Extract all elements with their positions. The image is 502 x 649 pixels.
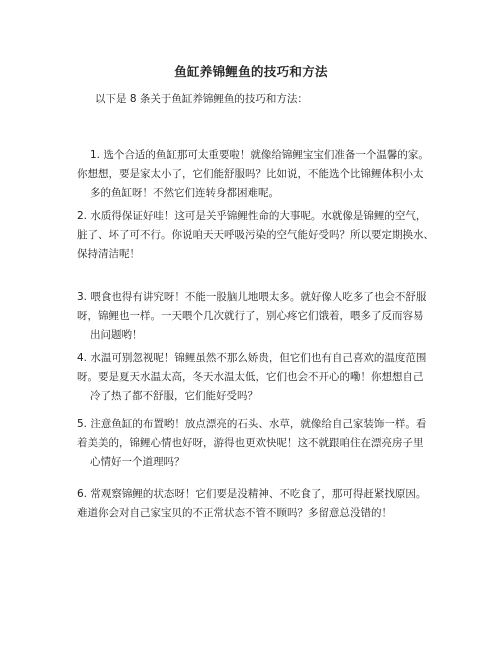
tip-3-line-3: 出问题哟！ (90, 329, 143, 341)
tip-2-line-2: 脏了、坏了可不行。你说咱天天呼吸污染的空气能好受吗？所以要定期换水、 (77, 229, 434, 241)
document-title: 鱼缸养锦鲤鱼的技巧和方法 (174, 64, 328, 79)
tip-4-line-3: 冷了热了都不舒服，它们能好受吗？ (90, 390, 258, 402)
tip-3-line-1: 3. 喂食也得有讲究呀！不能一股脑儿地喂太多。就好像人吃多了也会不舒服 (77, 291, 427, 303)
tip-5-line-2: 着美美的，锦鲤心情也好呀，游得也更欢快呢！这不就跟咱住在漂亮房子里 (77, 437, 424, 449)
tip-3-line-2: 呀，锦鲤也一样。一天喂个几次就行了，别心疼它们饿着，喂多了反而容易 (77, 310, 424, 322)
tip-2-line-1: 2. 水质得保证好哇！这可是关乎锦鲤性命的大事呢。水就像是锦鲤的空气， (77, 210, 427, 222)
tip-2-line-3: 保持清洁呢！ (77, 248, 140, 260)
tip-4-line-2: 呀。要是夏天水温太高，冬天水温太低，它们也会不开心的嘞！你想想自己 (77, 371, 424, 383)
tip-6-line-1: 6. 常观察锦鲤的状态呀！它们要是没精神、不吃食了，那可得赶紧找原因。 (77, 488, 427, 500)
intro-paragraph: 以下是 8 条关于鱼缸养锦鲤鱼的技巧和方法： (95, 93, 308, 105)
tip-1-line-1: 1. 选个合适的鱼缸那可太重要啦！就像给锦鲤宝宝们准备一个温馨的家。 (90, 149, 429, 161)
tip-4-line-1: 4. 水温可别忽视呢！锦鲤虽然不那么娇贵，但它们也有自己喜欢的温度范围 (77, 352, 427, 364)
tip-6-line-2: 难道你会对自己家宝贝的不正常状态不管不顾吗？多留意总没错的！ (77, 507, 392, 519)
tip-5-line-1: 5. 注意鱼缸的布置哟！放点漂亮的石头、水草，就像给自己家装饰一样。看 (77, 418, 427, 430)
tip-1-line-3: 多的鱼缸呀！不然它们连转身都困难呢。 (90, 187, 279, 199)
tip-1-line-2: 你想想，要是家太小了，它们能舒服吗？比如说，不能选个比锦鲤体积小太 (77, 168, 424, 180)
tip-5-line-3: 心情好一个道理吗？ (90, 456, 185, 468)
